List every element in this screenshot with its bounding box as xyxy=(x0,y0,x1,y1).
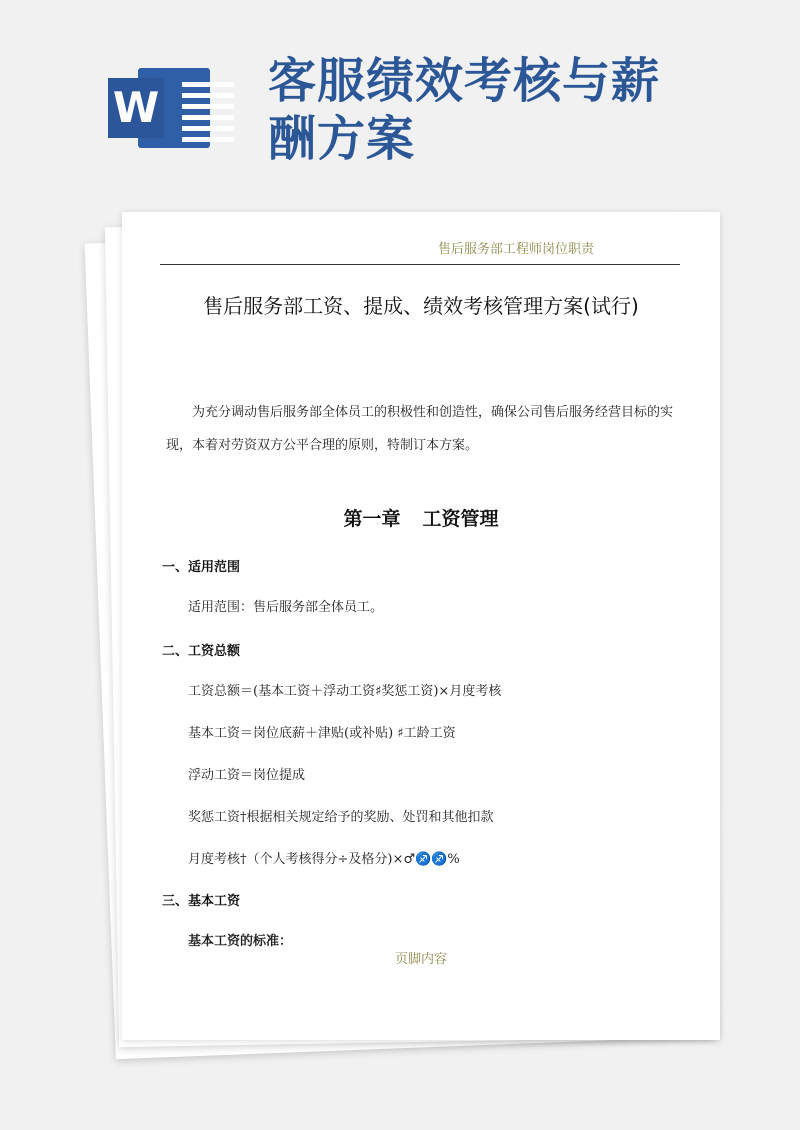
formula-monthly: 月度考核†（个人考核得分÷及格分)×♂♐♐% xyxy=(188,852,460,867)
page-footer: 页脚内容 xyxy=(394,952,447,967)
formula-basic: 基本工资＝岗位底薪＋津贴(或补贴) ♯工龄工资 xyxy=(188,726,456,741)
banner-title: 客服绩效考核与薪酬方案 xyxy=(268,53,661,167)
chapter-heading: 第一章 工资管理 xyxy=(343,508,499,530)
header-divider xyxy=(160,264,680,265)
basic-standard-label: 基本工资的标准： xyxy=(188,934,293,949)
word-logo xyxy=(108,62,214,154)
intro-paragraph: 为充分调动售后服务部全体员工的积极性和创造性，确保公司售后服务经营目标的实现，本着对劳资双方公平合理的原则，特制订本方案。 xyxy=(166,405,674,453)
word-badge-icon: W xyxy=(108,78,164,138)
section-heading: 一、适用范围 xyxy=(162,560,241,575)
document-title: 售后服务部工资、提成、绩效考核管理方案(试行) xyxy=(203,294,639,318)
scope-line: 适用范围：售后服务部全体员工。 xyxy=(188,600,384,615)
document-page xyxy=(122,212,720,1040)
formula-reward: 奖惩工资†根据相关规定给予的奖励、处罚和其他扣款 xyxy=(188,810,494,825)
formula-total: 工资总额＝(基本工资＋浮动工资♯奖惩工资)×月度考核 xyxy=(188,684,502,699)
section-heading: 三、基本工资 xyxy=(162,894,241,909)
page-header: 售后服务部工程师岗位职责 xyxy=(437,242,594,257)
formula-float: 浮动工资＝岗位提成 xyxy=(188,768,306,783)
section-heading: 二、工资总额 xyxy=(162,644,241,659)
